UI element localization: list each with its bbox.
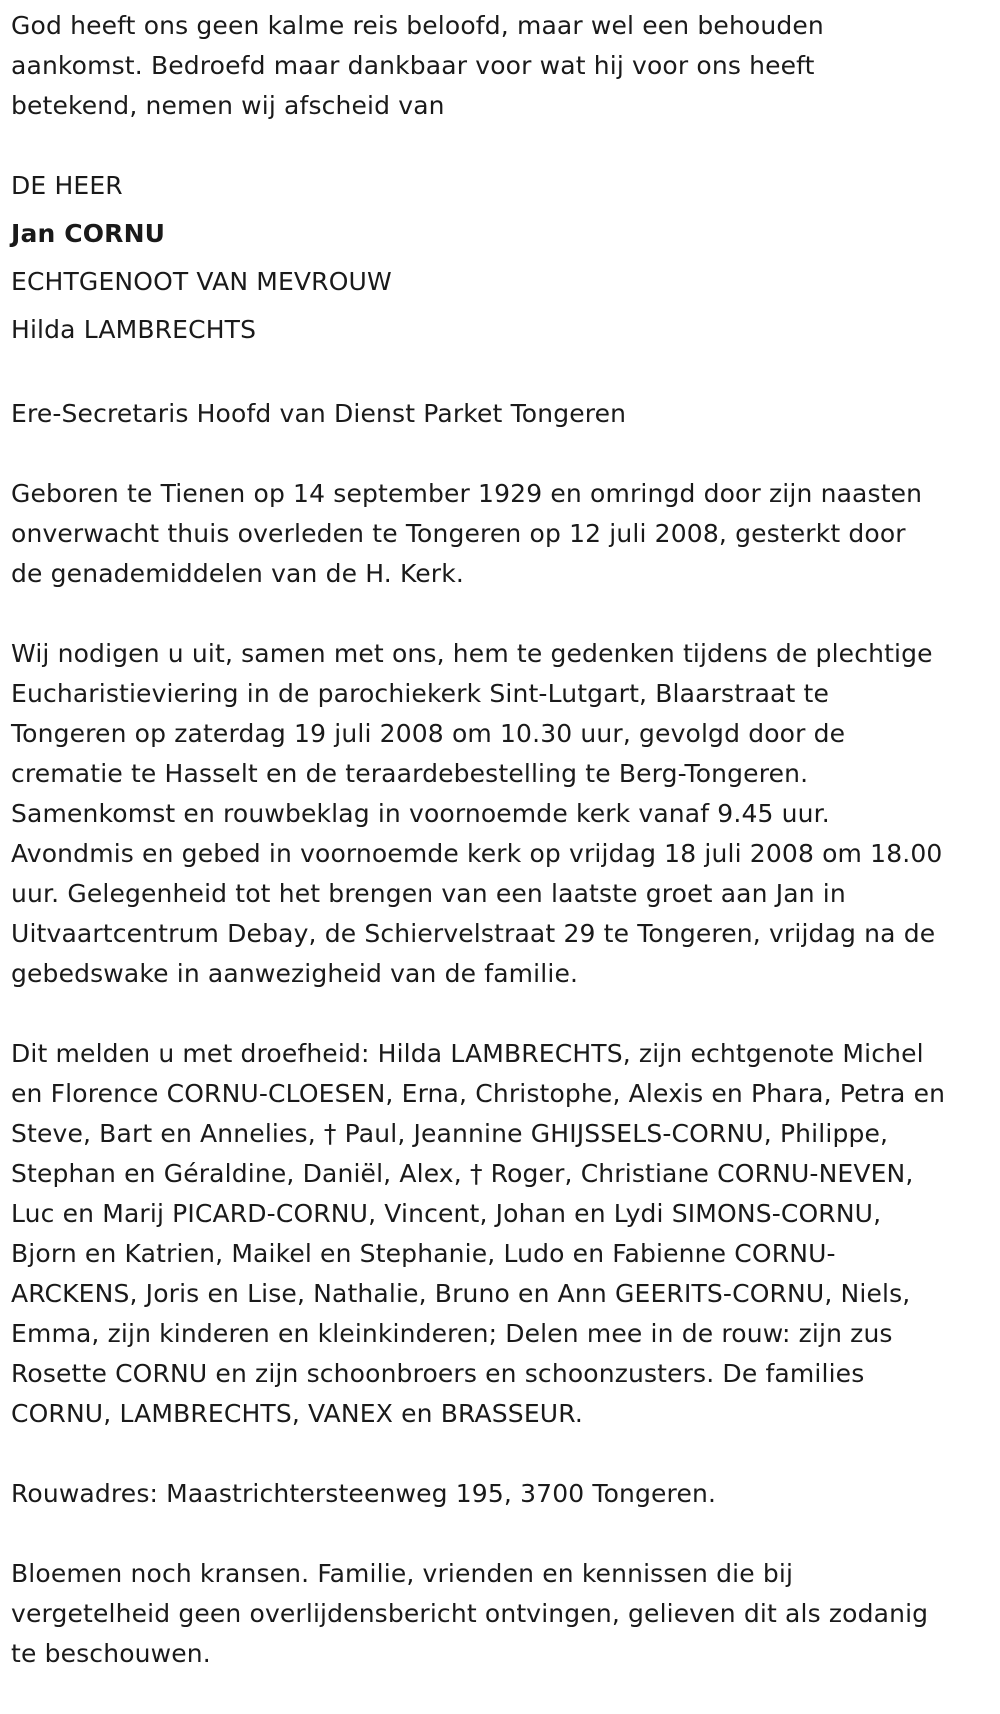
spouse-name: Hilda LAMBRECHTS: [11, 315, 257, 344]
closing-block: [11, 1554, 996, 1674]
function-block: [11, 394, 996, 434]
intro-quote: [11, 6, 996, 126]
deceased-block: [11, 166, 996, 354]
mourning-address: Rouwadres: Maastrichtersteenweg 195, 3700 Tongeren.: [11, 1479, 717, 1508]
family-line: en Florence CORNU-CLOESEN, Erna, Christophe, Alexis en Phara, Petra en: [11, 1079, 946, 1108]
family-block: [11, 1034, 996, 1434]
family-line: Rosette CORNU en zijn schoonbroers en schoonzusters. De families: [11, 1359, 865, 1388]
ceremony-line: Wij nodigen u uit, samen met ons, hem te gedenken tijdens de plechtige: [11, 639, 933, 668]
birth-death-block: [11, 474, 996, 594]
family-line: CORNU, LAMBRECHTS, VANEX en BRASSEUR.: [11, 1399, 583, 1428]
family-line: Stephan en Géraldine, Daniël, Alex, † Roger, Christiane CORNU-NEVEN,: [11, 1159, 914, 1188]
family-line: Luc en Marij PICARD-CORNU, Vincent, Johan en Lydi SIMONS-CORNU,: [11, 1199, 882, 1228]
birth-death-line: onverwacht thuis overleden te Tongeren op 12 juli 2008, gesterkt door: [11, 519, 906, 548]
closing-line: Bloemen noch kransen. Familie, vrienden en kennissen die bij: [11, 1559, 794, 1588]
ceremony-line: Eucharistieviering in de parochiekerk Sint-Lutgart, Blaarstraat te: [11, 679, 830, 708]
ceremony-line: Uitvaartcentrum Debay, de Schiervelstraat 29 te Tongeren, vrijdag na de: [11, 919, 936, 948]
ceremony-line: Avondmis en gebed in voornoemde kerk op vrijdag 18 juli 2008 om 18.00: [11, 839, 943, 868]
ceremony-line: crematie te Hasselt en de teraardebestelling te Berg-Tongeren.: [11, 759, 809, 788]
closing-line: te beschouwen.: [11, 1639, 211, 1668]
obituary-notice: [11, 6, 996, 1714]
ceremony-block: [11, 634, 996, 994]
family-line: Emma, zijn kinderen en kleinkinderen; Delen mee in de rouw: zijn zus: [11, 1319, 893, 1348]
intro-line: God heeft ons geen kalme reis beloofd, maar wel een behouden: [11, 11, 824, 40]
deceased-title: DE HEER: [11, 171, 123, 200]
spouse-label: ECHTGENOOT VAN MEVROUW: [11, 267, 392, 296]
closing-line: vergetelheid geen overlijdensbericht ontvingen, gelieven dit als zodanig: [11, 1599, 929, 1628]
family-line: Steve, Bart en Annelies, † Paul, Jeannine GHIJSSELS-CORNU, Philippe,: [11, 1119, 889, 1148]
ceremony-line: uur. Gelegenheid tot het brengen van een laatste groet aan Jan in: [11, 879, 846, 908]
ceremony-line: Samenkomst en rouwbeklag in voornoemde kerk vanaf 9.45 uur.: [11, 799, 830, 828]
address-block: [11, 1474, 996, 1514]
birth-death-line: de genademiddelen van de H. Kerk.: [11, 559, 464, 588]
deceased-name: Jan CORNU: [11, 219, 166, 248]
family-line: ARCKENS, Joris en Lise, Nathalie, Bruno en Ann GEERITS-CORNU, Niels,: [11, 1279, 911, 1308]
birth-death-line: Geboren te Tienen op 14 september 1929 en omringd door zijn naasten: [11, 479, 923, 508]
intro-line: betekend, nemen wij afscheid van: [11, 91, 445, 120]
ceremony-line: Tongeren op zaterdag 19 juli 2008 om 10.30 uur, gevolgd door de: [11, 719, 846, 748]
family-line: Bjorn en Katrien, Maikel en Stephanie, Ludo en Fabienne CORNU-: [11, 1239, 836, 1268]
intro-line: aankomst. Bedroefd maar dankbaar voor wat hij voor ons heeft: [11, 51, 815, 80]
ceremony-line: gebedswake in aanwezigheid van de familie.: [11, 959, 579, 988]
function-line: Ere-Secretaris Hoofd van Dienst Parket Tongeren: [11, 399, 627, 428]
family-line: Dit melden u met droefheid: Hilda LAMBRECHTS, zijn echtgenote Michel: [11, 1039, 924, 1068]
